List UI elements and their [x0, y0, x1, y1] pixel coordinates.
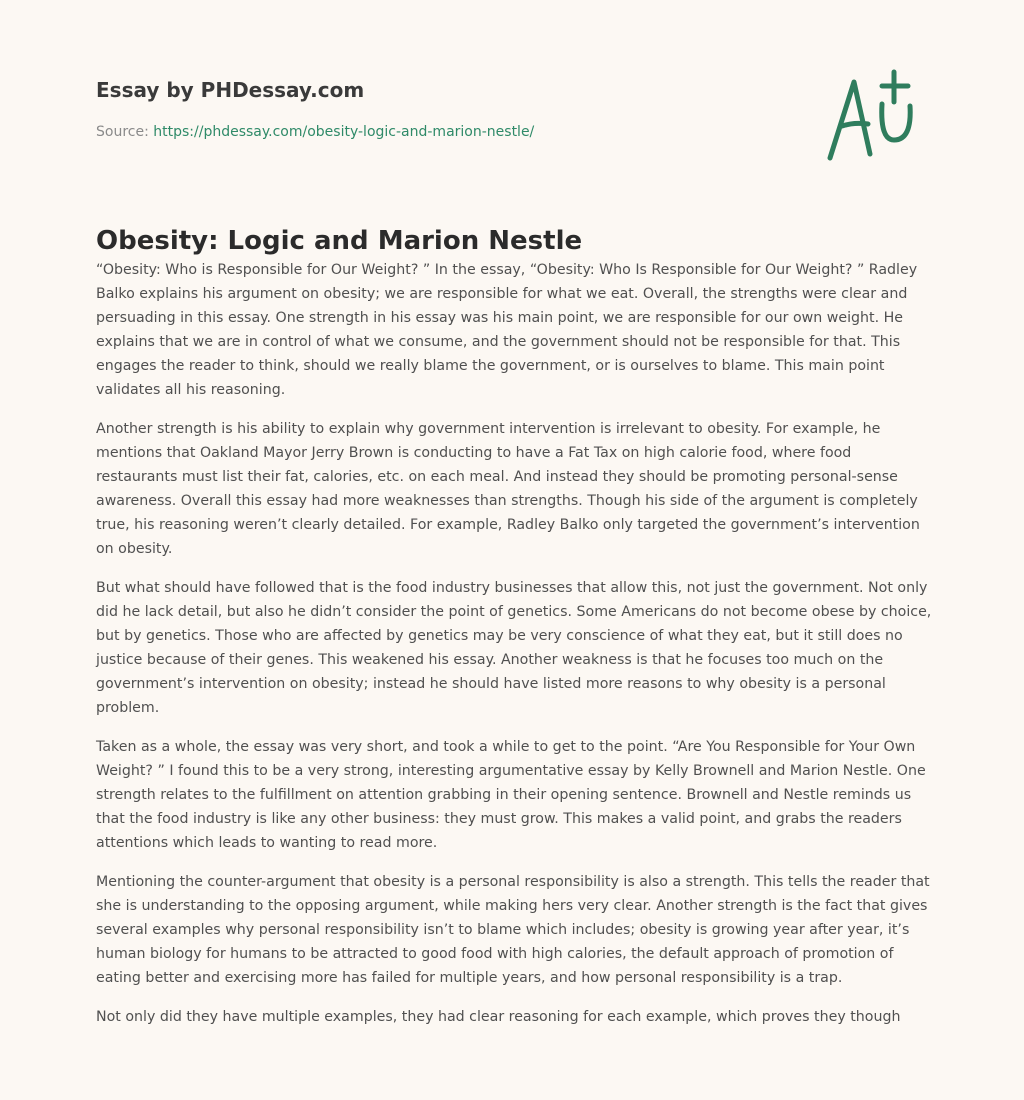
- site-brand: Essay by PHDessay.com: [96, 78, 365, 102]
- source-label: Source:: [96, 124, 149, 140]
- essay-paragraph: Not only did they have multiple examples, they had clear reasoning for each example, which proves they though: [96, 1009, 901, 1025]
- essay-title: Obesity: Logic and Marion Nestle: [96, 226, 583, 256]
- essay-paragraph: Another strength is his ability to explain why government intervention is irrelevant to obesity. For example, he mentions that Oakland Mayor Jerry Brown is conducting to have a Fat Tax on high calorie food, where food restaurants must list their fat, calories, etc. on each meal. And instead they should be promoting personal-sense awareness. Overall this essay had more weaknesses than strengths. Though his side of the argument is completely true, his reasoning weren’t clearly detailed. For example, Radley Balko only targeted the government’s intervention on obesity.: [96, 421, 920, 557]
- source-line: [96, 124, 534, 140]
- essay-paragraph: “Obesity: Who is Responsible for Our Weight? ” In the essay, “Obesity: Who Is Responsible for Our Weight? ” Radley Balko explains his argument on obesity; we are responsible for what we eat. Overall, the strengths were clear and persuading in this essay. One strength in his essay was his main point, we are responsible for our own weight. He explains that we are in control of what we consume, and the government should not be responsible for that. This engages the reader to think, should we really blame the government, or is ourselves to blame. This main point validates all his reasoning.: [96, 262, 918, 398]
- essay-paragraph: Mentioning the counter-argument that obesity is a personal responsibility is also a strength. This tells the reader that she is understanding to the opposing argument, while making hers very clear. Another strength is the fact that gives several examples why personal responsibility isn’t to blame which includes; obesity is growing year after year, it’s human biology for humans to be attracted to good food with high calories, the default approach of promotion of eating better and exercising more has failed for multiple years, and how personal responsibility is a trap.: [96, 874, 930, 986]
- essay-paragraph: Taken as a whole, the essay was very short, and took a while to get to the point. “Are You Responsible for Your Own Weight? ” I found this to be a very strong, interesting argumentative essay by Kelly Brownell and Marion Nestle. One strength relates to the fulfillment on attention grabbing in their opening sentence. Brownell and Nestle reminds us that the food industry is like any other business: they must grow. This makes a valid point, and grabs the readers attentions which leads to wanting to read more.: [96, 739, 926, 851]
- source-link[interactable]: https://phdessay.com/obesity-logic-and-marion-nestle/: [153, 124, 535, 140]
- essay-body: [96, 258, 932, 1044]
- a-plus-logo-icon: [820, 66, 930, 166]
- essay-paragraph: But what should have followed that is the food industry businesses that allow this, not just the government. Not only did he lack detail, but also he didn’t consider the point of genetics. Some Americans do not become obese by choice, but by genetics. Those who are affected by genetics may be very conscience of what they eat, but it still does no justice because of their genes. This weakened his essay. Another weakness is that he focuses too much on the government’s intervention on obesity; instead he should have listed more reasons to why obesity is a personal problem.: [96, 580, 932, 716]
